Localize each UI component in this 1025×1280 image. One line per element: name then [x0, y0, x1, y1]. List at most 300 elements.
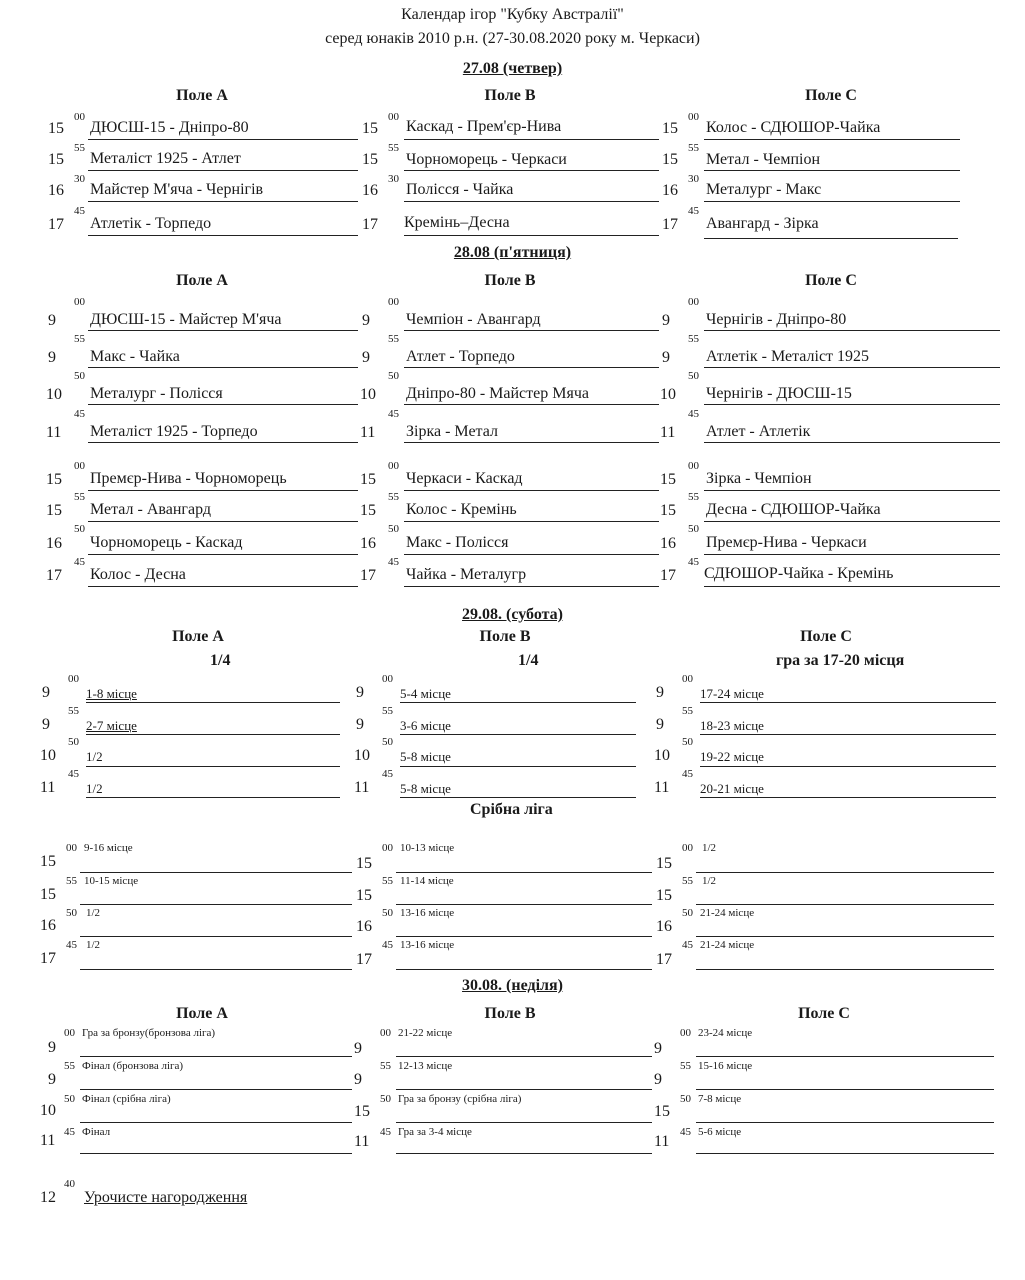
minutes: 00 [682, 673, 693, 685]
minutes: 55 [388, 333, 399, 345]
minutes: 00 [388, 460, 399, 472]
game-c: 5-6 місце [698, 1126, 742, 1138]
underline [86, 797, 340, 798]
game-a: ДЮСШ-15 - Майстер М'яча [90, 311, 282, 328]
game-a: Гра за бронзу(бронзова ліга) [82, 1027, 216, 1039]
hour: 15 [660, 471, 676, 488]
underline [404, 404, 659, 405]
underline [696, 936, 994, 937]
underline [396, 904, 652, 905]
hour: 16 [48, 182, 64, 199]
minutes: 50 [74, 523, 85, 535]
game-a: 2-7 місце [86, 718, 137, 733]
hour: 15 [656, 855, 672, 872]
minutes: 55 [74, 142, 85, 154]
hour: 9 [354, 1040, 362, 1057]
game-a: Металіст 1925 - Атлет [90, 150, 241, 167]
minutes: 55 [688, 491, 699, 503]
underline [88, 554, 358, 555]
minutes: 00 [66, 842, 77, 854]
game-b: Гра за бронзу (срібна ліга) [398, 1093, 522, 1105]
underline [704, 330, 1000, 331]
minutes: 55 [68, 705, 79, 717]
hour: 9 [48, 1039, 56, 1056]
underline [404, 367, 659, 368]
game-a: Металіст 1925 - Торпедо [90, 423, 258, 440]
underline [396, 969, 652, 970]
minutes: 55 [688, 333, 699, 345]
hour: 9 [362, 312, 370, 329]
hour: 17 [662, 216, 678, 233]
minutes: 45 [688, 556, 699, 568]
hour: 16 [656, 918, 672, 935]
minutes: 55 [382, 875, 393, 887]
minutes: 50 [382, 907, 393, 919]
minutes: 55 [682, 875, 693, 887]
game-b: Полісся - Чайка [406, 181, 514, 198]
hour: 17 [40, 950, 56, 967]
game-a: ДЮСШ-15 - Дніпро-80 [90, 119, 249, 136]
game-b: Чемпіон - Авангард [406, 311, 541, 328]
minutes: 30 [388, 173, 399, 185]
hour: 16 [360, 535, 376, 552]
hour: 15 [660, 502, 676, 519]
hour: 17 [48, 216, 64, 233]
hour: 10 [354, 747, 370, 764]
underline [80, 936, 352, 937]
minutes: 50 [66, 907, 77, 919]
hour: 15 [356, 887, 372, 904]
minutes: 50 [382, 736, 393, 748]
underline [704, 521, 1000, 522]
minutes: 00 [388, 296, 399, 308]
underline [400, 797, 636, 798]
underline [700, 734, 996, 735]
hour: 16 [46, 535, 62, 552]
hour: 9 [656, 684, 664, 701]
underline [404, 521, 659, 522]
minutes: 00 [382, 842, 393, 854]
day-heading-2: 28.08 (п'ятниця) [453, 244, 572, 261]
game-a: Фінал (бронзова ліга) [82, 1060, 184, 1072]
hour: 11 [660, 424, 676, 441]
hour: 11 [354, 779, 370, 796]
field-header-a: Поле А [176, 87, 228, 104]
underline [404, 330, 659, 331]
minutes: 55 [74, 333, 85, 345]
hour: 9 [42, 684, 50, 701]
game-a: 1/2 [86, 907, 101, 919]
underline [88, 586, 358, 587]
stage-c: гра за 17-20 місця [776, 652, 905, 669]
minutes: 45 [74, 205, 85, 217]
game-a: Колос - Десна [90, 566, 186, 583]
hour: 15 [46, 502, 62, 519]
underline [404, 235, 659, 236]
game-c: 21-24 місце [700, 939, 755, 951]
game-a: Чорноморець - Каскад [90, 534, 243, 551]
underline [400, 766, 636, 767]
stage-a: 1/4 [210, 652, 231, 669]
minutes: 00 [688, 111, 699, 123]
hour: 9 [354, 1071, 362, 1088]
day-heading-1: 27.08 (четвер) [462, 60, 563, 77]
hour: 15 [656, 887, 672, 904]
hour: 11 [654, 1133, 670, 1150]
hour: 15 [662, 120, 678, 137]
hour: 15 [362, 151, 378, 168]
minutes: 00 [74, 296, 85, 308]
stage-b: 1/4 [518, 652, 539, 669]
game-c: Чернігів - ДЮСШ-15 [706, 385, 852, 402]
underline [404, 586, 659, 587]
minutes: 50 [688, 370, 699, 382]
field-header-a: Поле А [176, 272, 228, 289]
minutes: 55 [388, 142, 399, 154]
minutes: 45 [74, 408, 85, 420]
field-header-a: Поле А [176, 1005, 228, 1022]
game-b: Макс - Полісся [406, 534, 509, 551]
field-header-b: Поле В [479, 628, 531, 645]
hour: 11 [354, 1133, 370, 1150]
field-header-b: Поле В [484, 87, 536, 104]
game-a: Метал - Авангард [90, 501, 212, 518]
minutes: 45 [66, 939, 77, 951]
game-c: Металург - Макс [706, 181, 822, 198]
hour: 9 [656, 716, 664, 733]
game-b: Колос - Кремінь [406, 501, 517, 518]
underline [404, 442, 659, 443]
underline [86, 734, 340, 735]
hour: 9 [654, 1071, 662, 1088]
minutes: 55 [680, 1060, 691, 1072]
game-c: СДЮШОР-Чайка - Кремінь [704, 565, 894, 582]
field-header-b: Поле В [484, 272, 536, 289]
game-c: 15-16 місце [698, 1060, 753, 1072]
underline [80, 969, 352, 970]
minutes: 55 [382, 705, 393, 717]
underline [396, 1089, 652, 1090]
hour: 10 [40, 747, 56, 764]
underline [696, 969, 994, 970]
game-c: Атлетік - Металіст 1925 [706, 348, 870, 365]
hour: 10 [660, 386, 676, 403]
field-header-c: Поле С [805, 272, 857, 289]
game-c: 18-23 місце [700, 718, 764, 733]
game-a: Фінал (срібна ліга) [82, 1093, 171, 1105]
underline [88, 367, 358, 368]
underline [704, 170, 960, 171]
game-a: Макс - Чайка [90, 348, 180, 365]
underline [88, 442, 358, 443]
minutes: 55 [682, 705, 693, 717]
hour: 15 [46, 471, 62, 488]
minutes: 45 [380, 1126, 391, 1138]
underline [696, 1122, 994, 1123]
minutes: 50 [682, 736, 693, 748]
underline [88, 139, 358, 140]
game-c: Зірка - Чемпіон [706, 470, 812, 487]
underline [404, 490, 659, 491]
minutes: 55 [64, 1060, 75, 1072]
minutes: 50 [680, 1093, 691, 1105]
underline [396, 936, 652, 937]
game-a: Фінал [82, 1126, 111, 1138]
underline [80, 1122, 352, 1123]
game-a: 1/2 [86, 749, 103, 764]
underline [704, 238, 958, 239]
game-c: 1/2 [702, 842, 717, 854]
game-c: 19-22 місце [700, 749, 764, 764]
hour: 11 [654, 779, 670, 796]
game-b: 10-13 місце [400, 842, 455, 854]
hour: 11 [360, 424, 376, 441]
minutes: 50 [688, 523, 699, 535]
minutes: 45 [74, 556, 85, 568]
game-b: Гра за 3-4 місце [398, 1126, 472, 1138]
hour: 16 [356, 918, 372, 935]
hour: 9 [42, 716, 50, 733]
hour: 15 [48, 151, 64, 168]
minutes: 45 [682, 768, 693, 780]
hour: 16 [362, 182, 378, 199]
game-a: Майстер М'яча - Чернігів [90, 181, 264, 198]
minutes: 45 [680, 1126, 691, 1138]
underline [704, 367, 1000, 368]
underline [404, 201, 659, 202]
underline [704, 442, 1000, 443]
field-header-c: Поле С [800, 628, 852, 645]
minutes: 45 [388, 556, 399, 568]
hour: 11 [40, 779, 56, 796]
game-b: Чайка - Металугр [406, 566, 527, 583]
underline [400, 702, 636, 703]
minutes: 55 [74, 491, 85, 503]
minutes: 00 [74, 111, 85, 123]
hour: 15 [40, 886, 56, 903]
game-b: Каскад - Прем'єр-Нива [406, 118, 562, 135]
hour: 9 [356, 716, 364, 733]
game-c: Колос - СДЮШОР-Чайка [706, 119, 881, 136]
hour: 16 [660, 535, 676, 552]
hour: 15 [360, 471, 376, 488]
game-b: Атлет - Торпедо [406, 348, 515, 365]
minutes: 40 [64, 1178, 75, 1190]
underline [88, 235, 358, 236]
underline [704, 554, 1000, 555]
hour: 15 [362, 120, 378, 137]
underline [696, 1089, 994, 1090]
hour: 15 [662, 151, 678, 168]
hour: 10 [360, 386, 376, 403]
game-b: 5-8 місце [400, 749, 451, 764]
hour: 9 [662, 349, 670, 366]
doc-title: Календар ігор "Кубку Австралії" [401, 6, 624, 23]
underline [80, 872, 352, 873]
hour: 17 [360, 567, 376, 584]
minutes: 00 [688, 460, 699, 472]
game-c: Чернігів - Дніпро-80 [706, 311, 847, 328]
game-a: 1/2 [86, 939, 101, 951]
game-c: 1/2 [702, 875, 717, 887]
minutes: 50 [388, 523, 399, 535]
underline [404, 139, 659, 140]
minutes: 00 [64, 1027, 75, 1039]
underline [704, 139, 960, 140]
field-header-a: Поле А [172, 628, 224, 645]
underline [88, 170, 358, 171]
underline [88, 404, 358, 405]
underline [88, 521, 358, 522]
hour: 11 [46, 424, 62, 441]
underline [80, 904, 352, 905]
underline [80, 1089, 352, 1090]
hour: 16 [662, 182, 678, 199]
hour: 10 [40, 1102, 56, 1119]
minutes: 00 [688, 296, 699, 308]
underline [696, 1153, 994, 1154]
hour: 17 [362, 216, 378, 233]
hour: 9 [662, 312, 670, 329]
hour: 17 [656, 951, 672, 968]
game-a: Премєр-Нива - Чорноморець [90, 470, 287, 487]
game-c: Премєр-Нива - Черкаси [706, 534, 867, 551]
hour: 10 [46, 386, 62, 403]
game-c: 23-24 місце [698, 1027, 753, 1039]
hour: 12 [40, 1189, 56, 1206]
game-b: Дніпро-80 - Майстер Мяча [406, 385, 589, 402]
minutes: 00 [388, 111, 399, 123]
minutes: 55 [688, 142, 699, 154]
underline [696, 904, 994, 905]
hour: 9 [362, 349, 370, 366]
underline [700, 702, 996, 703]
game-a: 1/2 [86, 781, 103, 796]
minutes: 45 [682, 939, 693, 951]
minutes: 55 [66, 875, 77, 887]
hour: 15 [40, 853, 56, 870]
field-header-c: Поле С [798, 1005, 850, 1022]
hour: 9 [48, 312, 56, 329]
underline [700, 797, 996, 798]
game-b: 21-22 місце [398, 1027, 453, 1039]
silver-league-heading: Срібна ліга [470, 801, 553, 818]
hour: 11 [40, 1132, 56, 1149]
hour: 15 [354, 1103, 370, 1120]
minutes: 50 [380, 1093, 391, 1105]
minutes: 55 [380, 1060, 391, 1072]
hour: 9 [654, 1040, 662, 1057]
underline [704, 490, 1000, 491]
hour: 15 [48, 120, 64, 137]
minutes: 45 [388, 408, 399, 420]
minutes: 45 [382, 768, 393, 780]
game-c: 17-24 місце [700, 686, 764, 701]
underline [704, 404, 1000, 405]
hour: 15 [356, 855, 372, 872]
minutes: 50 [68, 736, 79, 748]
hour: 17 [660, 567, 676, 584]
game-b: Чорноморець - Черкаси [406, 151, 567, 168]
doc-subtitle: серед юнаків 2010 р.н. (27-30.08.2020 року м. Черкаси) [325, 30, 700, 47]
hour: 9 [356, 684, 364, 701]
underline [396, 1122, 652, 1123]
field-header-b: Поле В [484, 1005, 536, 1022]
field-header-c: Поле С [805, 87, 857, 104]
game-b: 12-13 місце [398, 1060, 453, 1072]
minutes: 00 [682, 842, 693, 854]
game-b: 5-8 місце [400, 781, 451, 796]
underline [404, 554, 659, 555]
minutes: 45 [688, 408, 699, 420]
minutes: 30 [74, 173, 85, 185]
award-ceremony: Урочисте нагородження [84, 1189, 248, 1206]
game-b: Черкаси - Каскад [406, 470, 523, 487]
minutes: 55 [388, 491, 399, 503]
underline [80, 1153, 352, 1154]
minutes: 50 [74, 370, 85, 382]
day-heading-4: 30.08. (неділя) [462, 977, 563, 994]
game-c: 20-21 місце [700, 781, 764, 796]
minutes: 30 [688, 173, 699, 185]
underline [396, 1056, 652, 1057]
game-a: 9-16 місце [84, 842, 133, 854]
game-c: 21-24 місце [700, 907, 755, 919]
game-b: 13-16 місце [400, 939, 455, 951]
hour: 17 [46, 567, 62, 584]
minutes: 45 [68, 768, 79, 780]
underline [88, 201, 358, 202]
underline [696, 872, 994, 873]
game-c: Атлет - Атлетік [706, 423, 811, 440]
game-a: 1-8 місце [86, 686, 137, 701]
minutes: 00 [382, 673, 393, 685]
hour: 9 [48, 1071, 56, 1088]
game-b: Кремінь–Десна [404, 214, 510, 231]
game-a: 10-15 місце [84, 875, 139, 887]
game-b: 13-16 місце [400, 907, 455, 919]
hour: 17 [356, 951, 372, 968]
hour: 10 [654, 747, 670, 764]
hour: 15 [654, 1103, 670, 1120]
minutes: 00 [680, 1027, 691, 1039]
underline [400, 734, 636, 735]
underline [404, 170, 659, 171]
day-heading-3: 29.08. (субота) [462, 606, 563, 623]
game-a: Атлетік - Торпедо [90, 215, 212, 232]
minutes: 00 [68, 673, 79, 685]
underline [86, 766, 340, 767]
game-a: Металург - Полісся [90, 385, 223, 402]
underline [88, 330, 358, 331]
underline [704, 201, 960, 202]
game-c: Метал - Чемпіон [706, 151, 821, 168]
underline [86, 702, 340, 703]
minutes: 50 [388, 370, 399, 382]
minutes: 45 [688, 205, 699, 217]
underline [396, 872, 652, 873]
underline [704, 586, 1000, 587]
underline [396, 1153, 652, 1154]
underline [696, 1056, 994, 1057]
game-c: Авангард - Зірка [706, 215, 819, 232]
minutes: 00 [380, 1027, 391, 1039]
game-b: 11-14 місце [400, 875, 454, 887]
game-c: Десна - СДЮШОР-Чайка [706, 501, 881, 518]
minutes: 45 [64, 1126, 75, 1138]
hour: 16 [40, 917, 56, 934]
minutes: 45 [382, 939, 393, 951]
